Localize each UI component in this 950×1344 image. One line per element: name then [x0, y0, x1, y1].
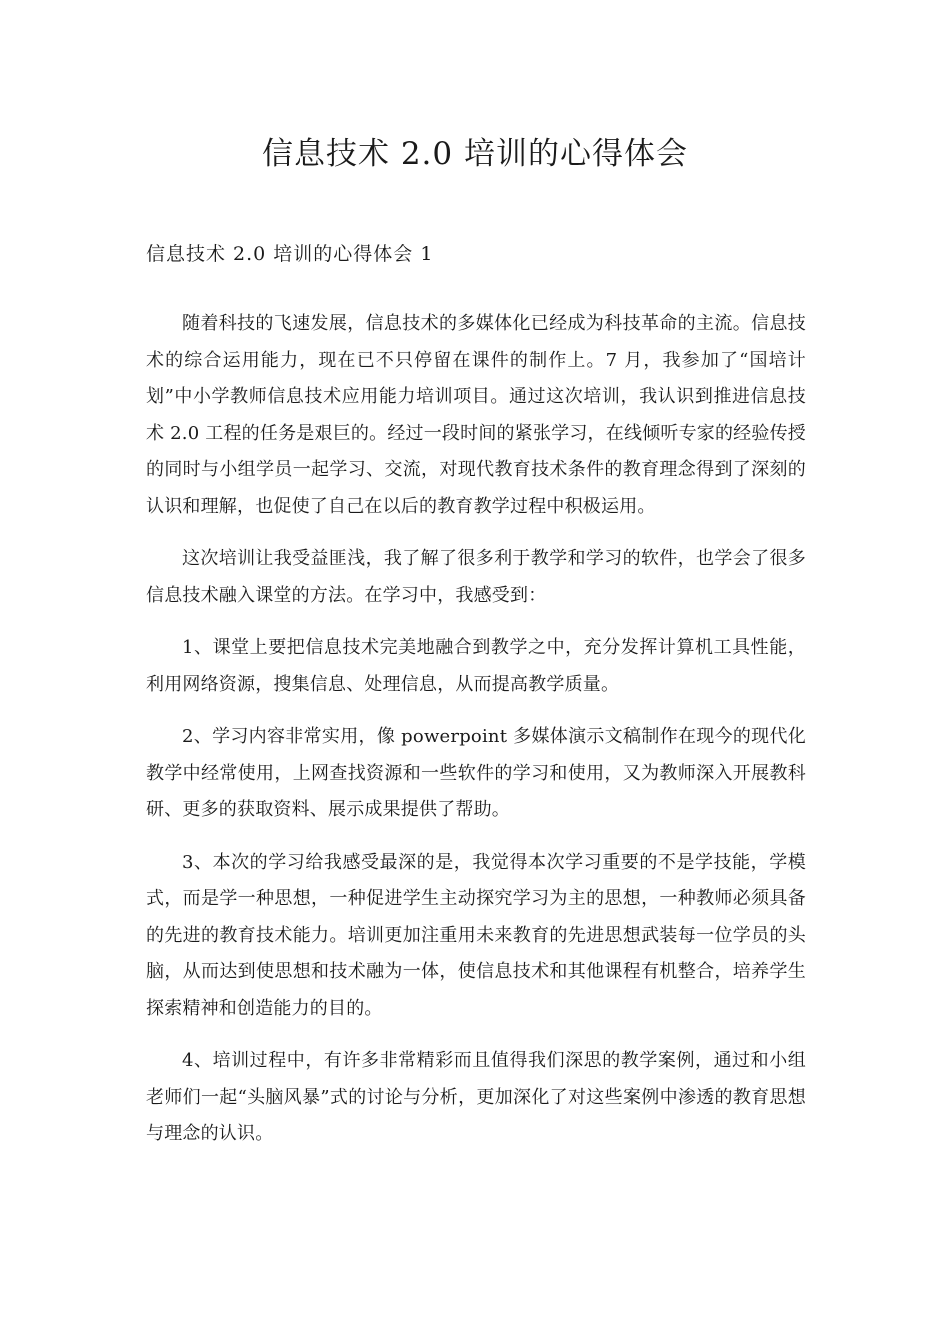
section-heading: 信息技术 2.0 培训的心得体会 1 [146, 243, 434, 265]
paragraph-point-2: 2、学习内容非常实用，像 powerpoint 多媒体演示文稿制作在现今的现代化教学中经常使用，上网查找资源和一些软件的学习和使用，又为教师深入开展教科研、更多的获取资料、展示成果提供了帮助。 [146, 726, 806, 820]
document-body [146, 306, 806, 1169]
paragraph-point-3: 3、本次的学习给我感受最深的是，我觉得本次学习重要的不是学技能，学模式，而是学一种思想，一种促进学生主动探究学习为主的思想，一种教师必须具备的先进的教育技术能力。培训更加注重用未来教育的先进思想武装每一位学员的头脑，从而达到使思想和技术融为一体，使信息技术和其他课程有机整合，培养学生探索精神和创造能力的目的。 [146, 851, 806, 1019]
paragraph-point-4: 4、培训过程中，有许多非常精彩而且值得我们深思的教学案例，通过和小组老师们一起“头脑风暴”式的讨论与分析，更加深化了对这些案例中渗透的教育思想与理念的认识。 [146, 1050, 806, 1144]
paragraph-benefits: 这次培训让我受益匪浅，我了解了很多利于教学和学习的软件，也学会了很多信息技术融入课堂的方法。在学习中，我感受到： [146, 548, 806, 606]
paragraph-point-1: 1、课堂上要把信息技术完美地融合到教学之中，充分发挥计算机工具性能，利用网络资源，搜集信息、处理信息，从而提高教学质量。 [146, 637, 806, 695]
paragraph-intro: 随着科技的飞速发展，信息技术的多媒体化已经成为科技革命的主流。信息技术的综合运用能力，现在已不只停留在课件的制作上。7 月，我参加了“国培计划”中小学教师信息技术应用能力培训项目。通过这次培训，我认识到推进信息技术 2.0 工程的任务是艰巨的。经过一段时间的紧张学习，在线倾听专家的经验传授的同时与小组学员一起学习、交流，对现代教育技术条件的教育理念得到了深刻的认识和理解，也促使了自己在以后的教育教学过程中积极运用。 [146, 313, 806, 517]
document-title: 信息技术 2.0 培训的心得体会 [261, 136, 688, 172]
